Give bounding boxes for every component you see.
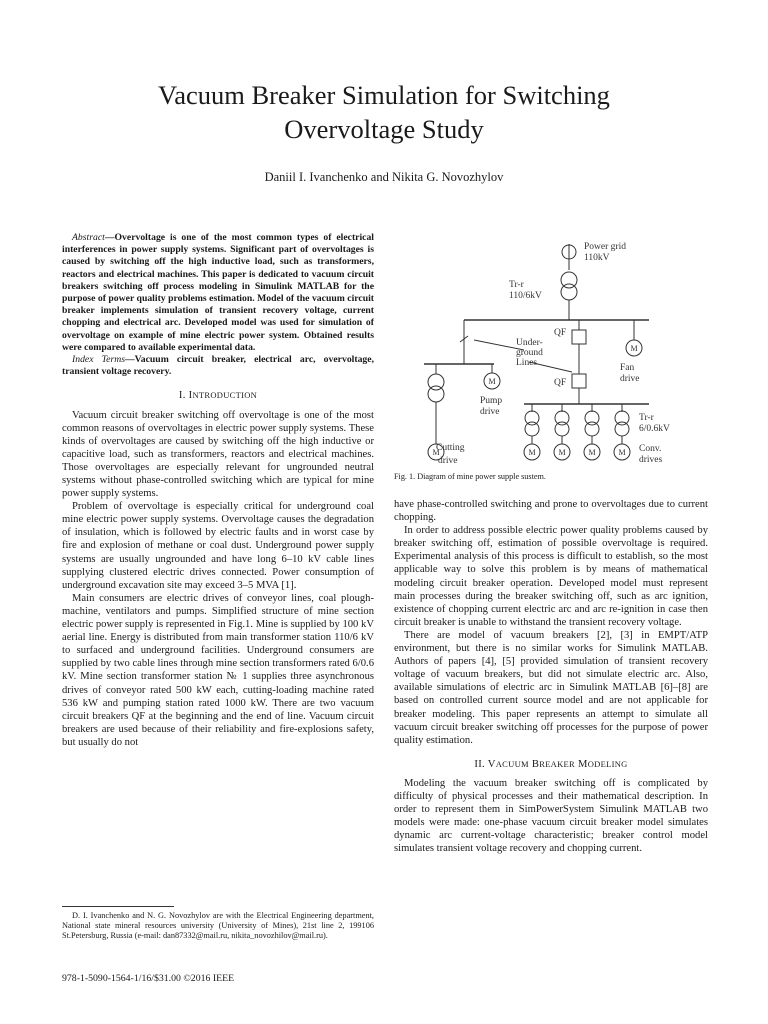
motor-letter-conv-4: M bbox=[618, 448, 626, 457]
abstract-lead: Abstract bbox=[72, 232, 105, 243]
abstract-text: Overvoltage is one of the most common types of electrical interferences in power supply systems. Significant part of overvoltages is caused by switching off the high inductive load, such as transformers, reactors and electrical machines. This paper is dedicated to vacuum circuit breakers switching off process modeling in Simulink MATLAB for the purpose of power quality problems estimation. Model of the vacuum circuit breaker implements simulation of transient recovery voltage, current chopping and electrical arc. Developed model was used for simulation of overvoltage on example of mine electric power system. Obtained results were compared to available experimental data. bbox=[62, 232, 374, 353]
section2-first-a: V bbox=[487, 758, 496, 770]
title-line-2: Overvoltage Study bbox=[284, 114, 484, 144]
footnote-rule bbox=[62, 906, 174, 907]
qf-bottom-breaker bbox=[572, 374, 586, 388]
label-conv-2: drives bbox=[639, 455, 663, 465]
authors: Daniil I. Ivanchenko and Nikita G. Novozhylov bbox=[264, 170, 504, 184]
qf-top-breaker bbox=[572, 330, 586, 344]
figure-caption bbox=[394, 472, 546, 481]
mine-power-supply-diagram bbox=[394, 232, 708, 467]
section-heading-introduction bbox=[62, 389, 374, 402]
index-terms-lead: Index Terms bbox=[72, 354, 125, 366]
section2-rest-a: ACUUM bbox=[495, 758, 529, 769]
intro-paragraph-3: Main consumers are electric drives of conveyor lines, coal plough-machine, ventilators and pumps. Simplified structure of mine section electric power supply is represented in Fig.1. Mine is supplied by 100 kV aerial line. Energy is distributed from main transformer station 110/6 kV to surfaced and underground facilities. Underground consumers are supplied by two cable lines through mine section transformers rated 6/0.6 kV. Mine section transformer station № 1 supplies three asynchronous drives of conveyor rated 500 kW each, cutting-loading machine rated 536 kW and pumping station rated 1000 kW. There are two vacuum circuit breakers QF at the beginning and the end of line. Vacuum circuit breakers are used because of their reliability and fire-explosions safety, but usually do not bbox=[62, 592, 374, 748]
motor-letter-cutting: M bbox=[432, 448, 440, 457]
section1-number: I. bbox=[178, 390, 186, 402]
section-heading-vacuum-breaker-modeling bbox=[394, 758, 708, 771]
label-qf-top: QF bbox=[554, 328, 567, 338]
label-fan-1: Fan bbox=[620, 363, 635, 373]
right-paragraph-2: In order to address possible electric power quality problems caused by breaker switching off, estimation of possible overvoltage is required. Experimental analysis of this process is difficult to establish, so the most applicable way to solve this problem is by means of mathematical modeling circuit breaker operation. Developed model must represent main processes during the breaker switching off, such as arc ignition, existence of chopping current electric arc and arc re-ignition in case then circuit breaker is unable to withstand the transient recovery voltage. bbox=[394, 525, 708, 628]
motor-letter-pump: M bbox=[488, 377, 496, 386]
label-cutting-2: drive bbox=[438, 456, 458, 466]
abstract-dash: — bbox=[104, 232, 115, 243]
label-cutting-1: Cutting bbox=[436, 443, 465, 453]
isbn-line: 978-1-5090-1564-1/16/$31.00 ©2016 IEEE bbox=[62, 973, 235, 984]
section2-rest-c: ODELING bbox=[587, 758, 628, 769]
paper-title bbox=[0, 78, 768, 146]
section2-paragraph: Modeling the vacuum breaker switching off is complicated by difficulty of physical processes and their mathematical description. In order to represent them in SimPowerSystem Simulink MATLAB two models were made: one-phase vacuum circuit breaker model simulates dynamic arc current-voltage characteristic; breaker control model simulates transient voltage recovery and chopping current. bbox=[394, 777, 708, 855]
motor-letter-conv-1: M bbox=[528, 448, 536, 457]
right-column bbox=[394, 498, 708, 855]
figure-1-diagram bbox=[394, 232, 708, 467]
main-transformer-coil-2 bbox=[561, 284, 577, 300]
label-secondary-transformer-ratio: 6/0.6kV bbox=[639, 424, 670, 434]
section1-first-letter: I bbox=[188, 390, 193, 402]
index-terms bbox=[62, 354, 374, 378]
section2-first-c: M bbox=[577, 758, 588, 770]
label-fan-2: drive bbox=[620, 374, 640, 384]
label-pump-1: Pump bbox=[480, 396, 503, 406]
figure-caption-text: Diagram of mine power supple sustem. bbox=[417, 472, 546, 481]
label-secondary-transformer: Tr-r bbox=[639, 413, 654, 423]
label-underground-3: Lines bbox=[516, 358, 538, 368]
label-qf-bottom: QF bbox=[554, 378, 567, 388]
label-power-grid: Power grid bbox=[584, 242, 626, 252]
label-underground-1: Under- bbox=[516, 338, 543, 348]
right-paragraph-3: There are model of vacuum breakers [2], [3] in EMPT/ATP environment, but there is no similar works for Simulink MATLAB. Authors of papers [4], [5] provided simulation of transient recovery voltage of vacuum breakers, but did not simulate electric arc. Also, available simulations of electric arc in Simulink MATLAB [6]–[8] are based on controlled current source model and are not applicable for breaker modeling. This paper represents an attempt to simulate all vacuum circuit breaker switching off processes for the purpose of power quality estimation. bbox=[394, 629, 708, 746]
motor-letter-fan: M bbox=[630, 344, 638, 353]
main-transformer-coil-1 bbox=[561, 272, 577, 288]
motor-letter-conv-2: M bbox=[558, 448, 566, 457]
title-line-1: Vacuum Breaker Simulation for Switching bbox=[158, 80, 610, 110]
section2-first-b: B bbox=[531, 758, 540, 770]
abstract bbox=[62, 232, 374, 378]
label-main-transformer-ratio: 110/6kV bbox=[509, 291, 542, 301]
section1-rest: NTRODUCTION bbox=[192, 390, 258, 401]
intro-paragraph-2: Problem of overvoltage is especially critical for underground coal mine electric power supply systems. Overvoltage causes the degradation of insulation, which is followed by electric faults and in worst case by fire and explosion of methane or coal dust. Underground power supply systems are usually ungrounded and have long 6–10 kV cable lines supplying clustered electric drives connected. Power consumption of underground excavation site may exceed 3–5 MVA [1]. bbox=[62, 501, 374, 591]
intro-paragraph-1: Vacuum circuit breaker switching off overvoltage is one of the most common reasons of overvoltages in electric power supply systems. These kinds of overvoltages are caused by switching off the high inductive or capacitive load, such as transformers, reactors and electrical machines. Those overvoltages are especially relevant for ungrounded neutral systems without phase-controlled switching which are typical for mine power supply systems. bbox=[62, 409, 374, 500]
label-conv-1: Conv. bbox=[639, 444, 662, 454]
left-column bbox=[62, 232, 374, 749]
label-grid-voltage: 110kV bbox=[584, 253, 610, 263]
right-paragraph-1: have phase-controlled switching and prone to overvoltages due to current chopping. bbox=[394, 499, 708, 524]
figure-caption-label: Fig. 1. bbox=[394, 472, 416, 481]
motor-letter-conv-3: M bbox=[588, 448, 596, 457]
label-main-transformer: Tr-r bbox=[509, 280, 524, 290]
index-terms-text: Vacuum circuit breaker, electrical arc, overvoltage, transient voltage recovery. bbox=[62, 354, 374, 378]
footnote: D. I. Ivanchenko and N. G. Novozhylov are with the Electrical Engineering department, National state mineral resources university (University of Mines), 21st line 2, 199106 St.Petersburg, Russia (e-mail: dan87332@mail.ru, nikita_novozhilov@mail.ru). bbox=[62, 911, 374, 941]
section2-rest-b: REAKER bbox=[539, 758, 576, 769]
label-pump-2: drive bbox=[480, 407, 500, 417]
index-terms-dash: — bbox=[124, 354, 135, 366]
label-underground-2: ground bbox=[516, 348, 543, 358]
section2-number: II. bbox=[474, 758, 486, 770]
